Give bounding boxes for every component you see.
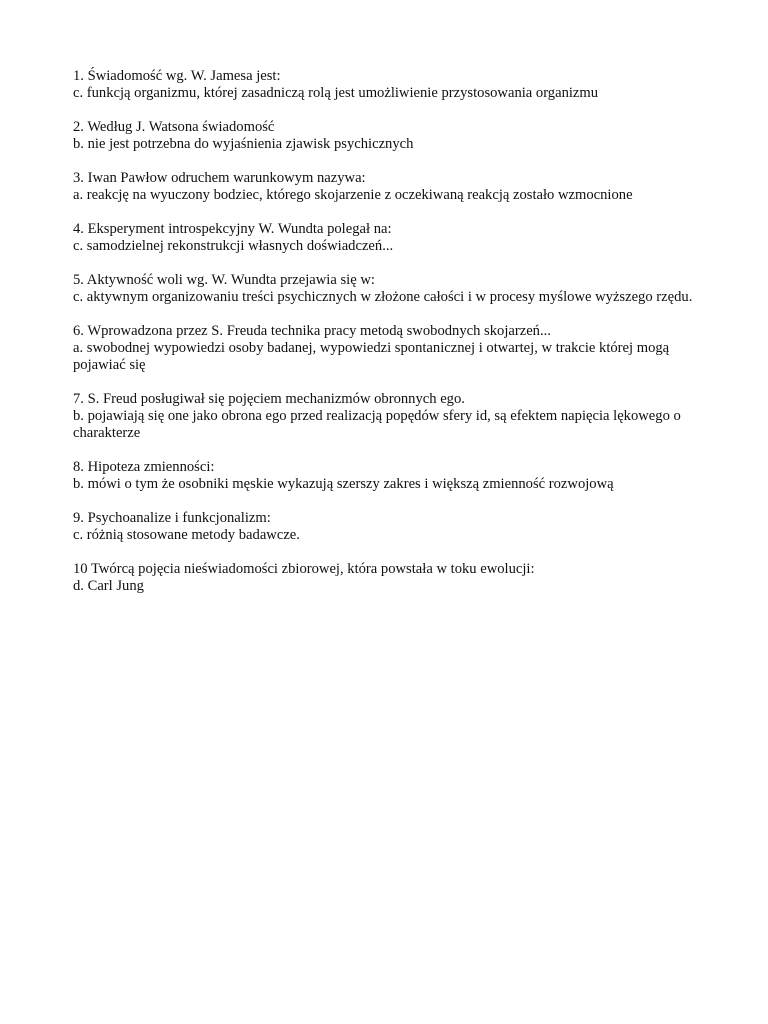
qa-item-5 xyxy=(73,272,713,306)
document-page xyxy=(73,68,713,612)
question-text: 1. Świadomość wg. W. Jamesa jest: xyxy=(73,68,281,84)
qa-item-9 xyxy=(73,510,713,544)
question-text: 7. S. Freud posługiwał się pojęciem mechanizmów obronnych ego. xyxy=(73,391,465,407)
answer-text: c. różnią stosowane metody badawcze. xyxy=(73,527,300,543)
qa-item-2 xyxy=(73,119,713,153)
qa-item-10 xyxy=(73,561,713,595)
qa-item-6 xyxy=(73,323,713,374)
answer-text: c. funkcją organizmu, której zasadniczą rolą jest umożliwienie przystosowania organizmu xyxy=(73,85,599,101)
answer-text: d. Carl Jung xyxy=(73,578,144,594)
question-text: 5. Aktywność woli wg. W. Wundta przejawia się w: xyxy=(73,272,375,288)
question-text: 8. Hipoteza zmienności: xyxy=(73,459,215,475)
question-text: 6. Wprowadzona przez S. Freuda technika pracy metodą swobodnych skojarzeń... xyxy=(73,323,551,339)
answer-text: b. nie jest potrzebna do wyjaśnienia zjawisk psychicznych xyxy=(73,136,414,152)
qa-item-7 xyxy=(73,391,713,442)
qa-item-3 xyxy=(73,170,713,204)
question-text: 3. Iwan Pawłow odruchem warunkowym nazywa: xyxy=(73,170,366,186)
answer-text: b. mówi o tym że osobniki męskie wykazują szerszy zakres i większą zmienność rozwojową xyxy=(73,476,614,492)
question-text: 9. Psychoanalize i funkcjonalizm: xyxy=(73,510,271,526)
question-text: 10 Twórcą pojęcia nieświadomości zbiorowej, która powstała w toku ewolucji: xyxy=(73,561,535,577)
answer-text: a. swobodnej wypowiedzi osoby badanej, wypowiedzi spontanicznej i otwartej, w trakcie której mogą pojawiać się xyxy=(73,340,670,373)
qa-item-8 xyxy=(73,459,713,493)
qa-item-1 xyxy=(73,68,713,102)
answer-text: c. aktywnym organizowaniu treści psychicznych w złożone całości i w procesy myślowe wyższego rzędu. xyxy=(73,289,693,305)
qa-item-4 xyxy=(73,221,713,255)
answer-text: a. reakcję na wyuczony bodziec, którego skojarzenie z oczekiwaną reakcją zostało wzmocnione xyxy=(73,187,633,203)
question-text: 2. Według J. Watsona świadomość xyxy=(73,119,275,135)
answer-text: c. samodzielnej rekonstrukcji własnych doświadczeń... xyxy=(73,238,394,254)
question-text: 4. Eksperyment introspekcyjny W. Wundta polegał na: xyxy=(73,221,392,237)
answer-text: b. pojawiają się one jako obrona ego przed realizacją popędów sfery id, są efektem napięcia lękowego o charakterze xyxy=(73,408,681,441)
